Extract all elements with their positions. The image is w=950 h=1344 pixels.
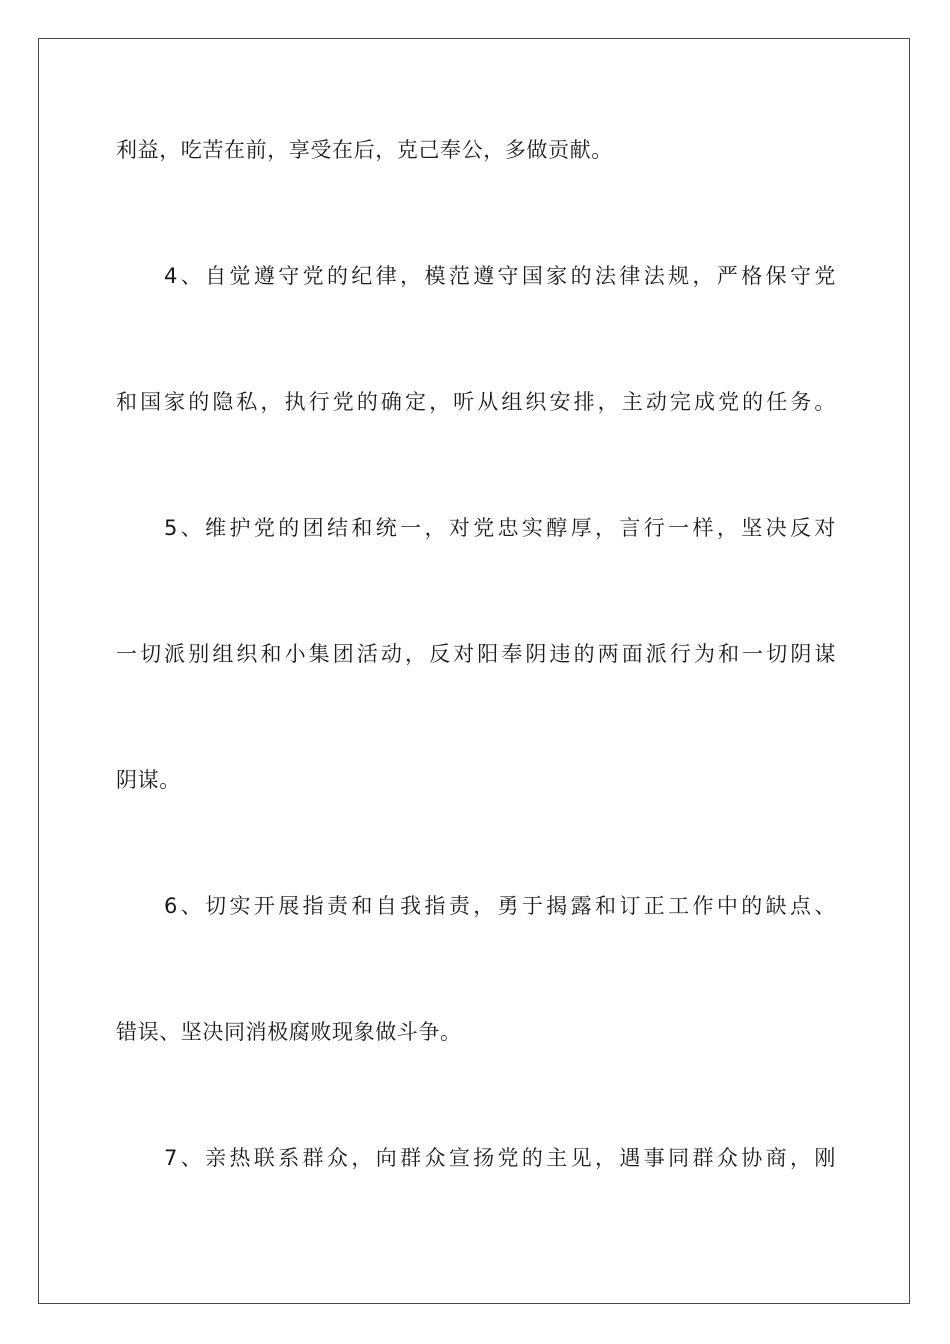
text-line: 和国家的隐私，执行党的确定，听从组织安排，主动完成党的任务。 <box>116 390 836 414</box>
text-line: 一切派别组织和小集团活动，反对阳奉阴违的两面派行为和一切阴谋 <box>116 642 836 666</box>
text-line: 利益，吃苦在前，享受在后，克己奉公，多做贡献。 <box>116 138 613 162</box>
page-border <box>38 38 910 1304</box>
text-line: 错误、坚决同消极腐败现象做斗争。 <box>116 1020 462 1044</box>
paragraph-item-6: 6、切实开展指责和自我指责，勇于揭露和订正工作中的缺点、 <box>164 894 836 918</box>
paragraph-item-4: 4、自觉遵守党的纪律，模范遵守国家的法律法规，严格保守党 <box>164 264 836 288</box>
paragraph-item-7: 7、亲热联系群众，向群众宣扬党的主见，遇事同群众协商，刚 <box>164 1146 836 1170</box>
paragraph-item-5: 5、维护党的团结和统一，对党忠实醇厚，言行一样，坚决反对 <box>164 516 836 540</box>
text-line: 阴谋。 <box>116 768 181 792</box>
